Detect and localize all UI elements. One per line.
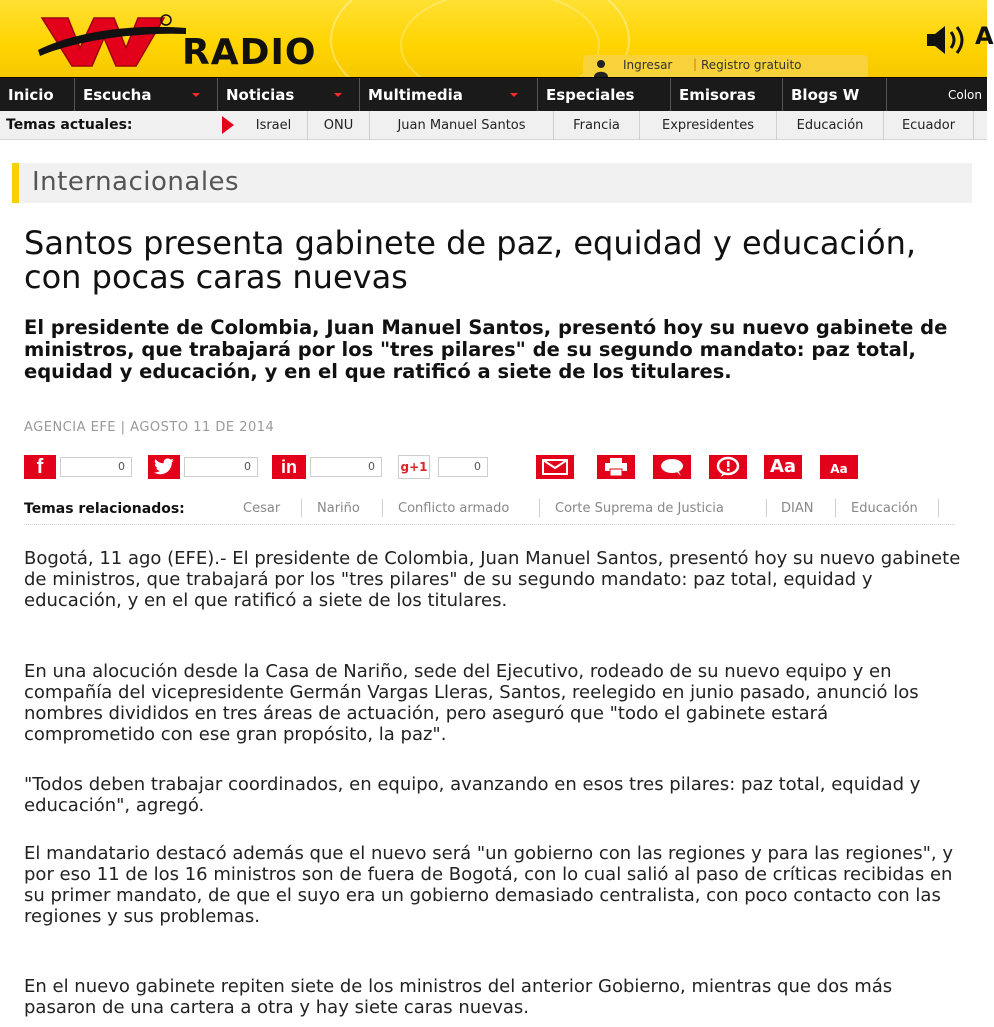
facebook-count: 0 <box>60 457 132 477</box>
user-icon <box>593 58 609 77</box>
current-topics-bar <box>0 111 987 140</box>
twitter-count: 0 <box>184 457 258 477</box>
article-headline: Santos presenta gabinete de paz, equidad y educación, con pocas caras nuevas <box>24 224 917 296</box>
topic-link[interactable]: Israel <box>240 111 308 140</box>
comment-button[interactable] <box>653 455 691 479</box>
gplus-share[interactable] <box>398 455 490 479</box>
logo-text: RADIO <box>182 32 317 73</box>
related-divider <box>835 499 836 517</box>
arrow-right-icon <box>222 116 234 134</box>
related-divider <box>301 499 302 517</box>
topic-link[interactable]: Educación <box>777 111 884 140</box>
related-topic-link[interactable]: DIAN <box>781 501 814 516</box>
listen-label[interactable]: A <box>975 22 994 50</box>
related-label: Temas relacionados: <box>24 501 185 517</box>
article-paragraph: En el nuevo gabinete repiten siete de los ministros del anterior Gobierno, mientras que dos más pasaron de una cartera a otra y hay siete caras nuevas. <box>24 976 893 1018</box>
login-separator: | <box>693 57 698 71</box>
print-button[interactable] <box>597 455 635 479</box>
nav-item-blogs[interactable] <box>783 78 887 112</box>
main-nav <box>0 77 987 111</box>
topic-link[interactable]: Ecuador <box>884 111 974 140</box>
related-topic-link[interactable]: Nariño <box>317 501 360 516</box>
gplus-count: 0 <box>438 457 488 477</box>
topic-link[interactable]: ONU <box>308 111 370 140</box>
login-link[interactable]: Ingresar <box>623 58 673 72</box>
facebook-icon: f <box>24 455 56 479</box>
nav-item-inicio[interactable] <box>0 78 75 112</box>
nav-label: Inicio <box>8 86 54 104</box>
w-logo-icon <box>38 10 188 68</box>
nav-item-emisoras[interactable] <box>671 78 783 112</box>
nav-item-multimedia[interactable] <box>360 78 538 112</box>
nav-item-especiales[interactable] <box>538 78 671 112</box>
topic-link[interactable]: Juan Manuel Santos <box>370 111 554 140</box>
article-paragraph: Bogotá, 11 ago (EFE).- El presidente de Colombia, Juan Manuel Santos, presentó hoy su nuevo gabinete de ministros, que trabajará por los "tres pilares" de su segundo mandato: paz total, equidad y educación, y en el que ratificó a siete de los titulares. <box>24 548 961 611</box>
related-divider <box>938 499 939 517</box>
nav-label: Especiales <box>546 86 635 104</box>
envelope-icon <box>542 459 568 475</box>
speaker-icon[interactable] <box>925 22 973 58</box>
topic-link[interactable]: Expresidentes <box>640 111 777 140</box>
linkedin-share[interactable] <box>272 455 384 479</box>
nav-label: Escucha <box>83 86 152 104</box>
nav-item-noticias[interactable] <box>218 78 360 112</box>
nav-label: Noticias <box>226 86 295 104</box>
printer-icon <box>604 458 628 476</box>
related-topic-link[interactable]: Conflicto armado <box>398 501 510 516</box>
nav-item-escucha[interactable] <box>75 78 218 112</box>
caret-down-icon <box>510 93 518 97</box>
section-title[interactable]: Internacionales <box>32 167 240 197</box>
google-plus-icon: g+1 <box>398 455 430 479</box>
twitter-share[interactable] <box>148 455 260 479</box>
w-radio-logo[interactable] <box>20 10 340 73</box>
login-box <box>583 55 868 77</box>
related-divider <box>539 499 540 517</box>
article-paragraph: "Todos deben trabajar coordinados, en equipo, avanzando en esos tres pilares: paz total, equidad y educación", agregó. <box>24 774 921 816</box>
nav-label: Emisoras <box>679 86 756 104</box>
topic-link[interactable]: Francia <box>554 111 640 140</box>
related-divider <box>766 499 767 517</box>
linkedin-icon: in <box>272 455 306 479</box>
font-size-increase-button[interactable]: Aa <box>764 455 802 479</box>
related-topic-link[interactable]: Educación <box>851 501 918 516</box>
nav-label: Blogs W <box>791 86 860 104</box>
alert-comment-icon <box>715 457 741 477</box>
related-topic-link[interactable]: Corte Suprema de Justicia <box>555 501 724 516</box>
related-topics <box>24 497 955 525</box>
section-header <box>12 163 972 203</box>
section-accent-bar <box>12 163 19 203</box>
facebook-share[interactable] <box>24 455 134 479</box>
email-button[interactable] <box>536 455 574 479</box>
article-summary: El presidente de Colombia, Juan Manuel Santos, presentó hoy su nuevo gabinete de ministros, que trabajará por los "tres pilares" de su segundo mandato: paz total, equidad y educación, y en el que ratificó a siete de los titulares. <box>24 316 948 383</box>
linkedin-count: 0 <box>310 457 382 477</box>
related-divider <box>382 499 383 517</box>
twitter-icon <box>148 455 180 479</box>
report-button[interactable] <box>709 455 747 479</box>
register-link[interactable]: Registro gratuito <box>701 58 802 72</box>
site-header <box>0 0 994 77</box>
nav-item-colombia[interactable]: Colon <box>948 88 983 102</box>
article-paragraph: En una alocución desde la Casa de Nariño, sede del Ejecutivo, rodeado de su nuevo equipo y en compañía del vicepresidente Germán Vargas Lleras, Santos, reelegido en junio pasado, anunció los nombres divididos en tres áreas de actuación, pero aseguró que "todo el gabinete estará comprometido con ese gran propósito, la paz". <box>24 661 919 745</box>
article-byline: AGENCIA EFE | AGOSTO 11 DE 2014 <box>24 420 275 435</box>
font-size-decrease-button[interactable]: Aa <box>820 455 858 479</box>
caret-down-icon <box>334 93 342 97</box>
nav-label: Multimedia <box>368 86 463 104</box>
article-paragraph: El mandatario destacó además que el nuevo será "un gobierno con las regiones y para las regiones", y por eso 11 de los 16 ministros son de fuera de Bogotá, con lo cual salió al paso de críticas recibidas en su primer mandato, de que el suyo era un gobierno demasiado centralista, con poco contacto con las regiones y sus problemas. <box>24 843 953 927</box>
caret-down-icon <box>192 93 200 97</box>
comment-icon <box>659 458 685 476</box>
topics-label: Temas actuales: <box>6 117 133 133</box>
related-topic-link[interactable]: Cesar <box>243 501 281 516</box>
